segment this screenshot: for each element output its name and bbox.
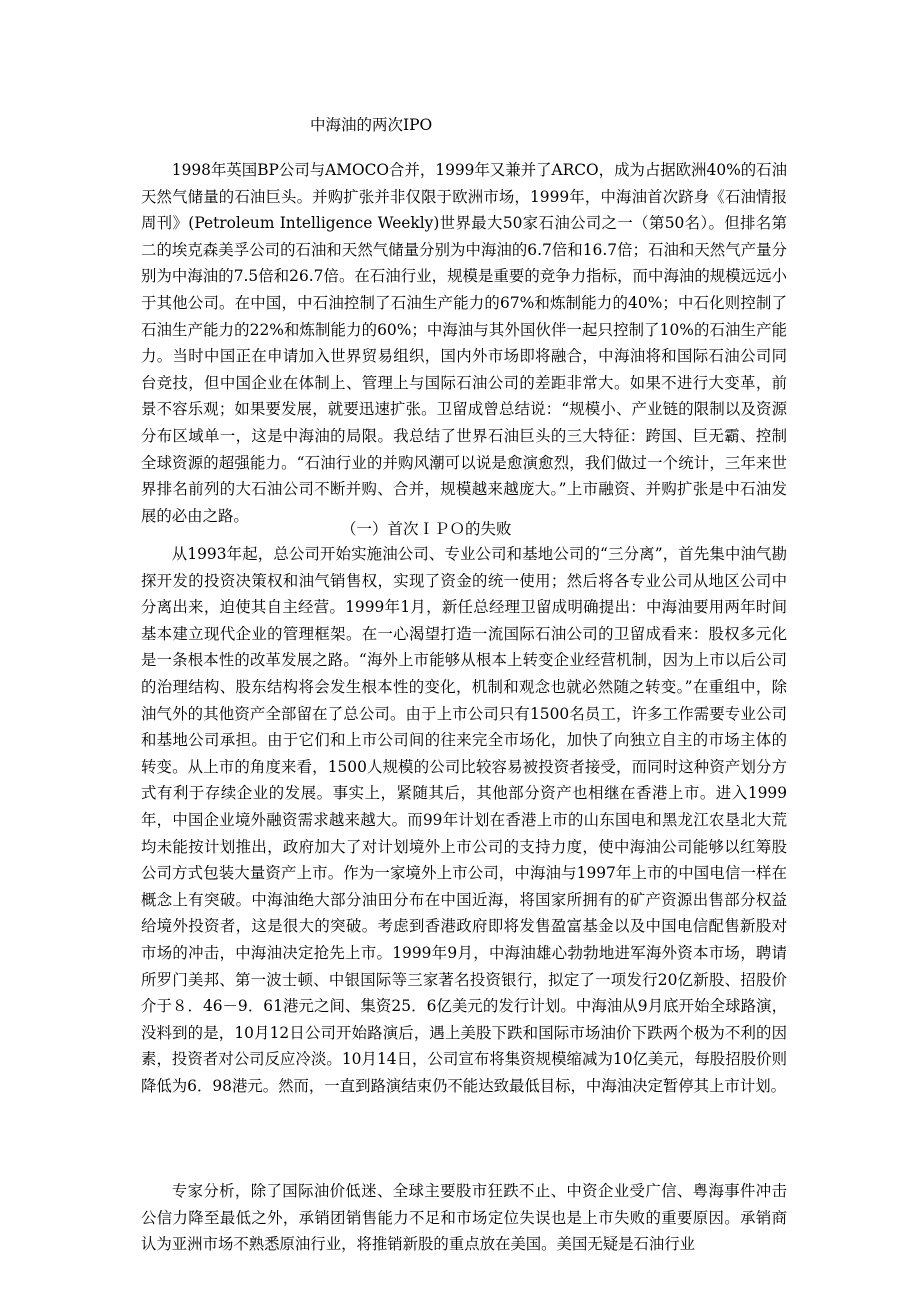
document-title: 中海油的两次IPO (310, 116, 433, 134)
section-heading: （一）首次ＩＰＯ的失败 (341, 520, 512, 538)
section-paragraph-2: 专家分析，除了国际油价低迷、全球主要股市狂跌不止、中资企业受广信、粤海事件冲击公信力降至最低之外，承销团销售能力不足和市场定位失误也是上市失败的重要原因。承销商认为亚洲市场不熟悉原油行业，将推销新股的重点放在美国。美国无疑是石油行业 (141, 1182, 787, 1254)
intro-paragraph: 1998年英国BP公司与AMOCO合并，1999年又兼并了ARCO，成为占据欧洲40%的石油天然气储量的石油巨头。并购扩张并非仅限于欧洲市场，1999年，中海油首次跻身《石油情报周刊》(Petroleum Intelligence Weekly)世界最大50家石油公司之一（第50名）。但排名第二的埃克森美孚公司的石油和天然气储量分别为中海油的6.7倍和16.7倍；石油和天然气产量分别为中海油的7.5倍和26.7倍。在石油行业，规模是重要的竞争力指标，而中海油的规模远远小于其他公司。在中国，中石油控制了石油生产能力的67%和炼制能力的40%；中石化则控制了石油生产能力的22%和炼制能力的60%；中海油与其外国伙伴一起只控制了10%的石油生产能力。当时中国正在申请加入世界贸易组织，国内外市场即将融合，中海油将和国际石油公司同台竞技，但中国企业在体制上、管理上与国际石油公司的差距非常大。如果不进行大变革，前景不容乐观；如果要发展，就要迅速扩张。卫留成曾总结说：“规模小、产业链的限制以及资源分布区域单一，这是中海油的局限。我总结了世界石油巨头的三大特征：跨国、巨无霸、控制全球资源的超强能力。“石油行业的并购风潮可以说是愈演愈烈，我们做过一个统计，三年来世界排名前列的大石油公司不断并购、合并，规模越来越庞大。”上市融资、并购扩张是中石油发展的必由之路。 (141, 161, 787, 525)
section-paragraph-1: 从1993年起，总公司开始实施油公司、专业公司和基地公司的“三分离”，首先集中油气勘探开发的投资决策权和油气销售权，实现了资金的统一使用；然后将各专业公司从地区公司中分离出来，迫使其自主经营。1999年1月，新任总经理卫留成明确提出：中海油要用两年时间基本建立现代企业的管理框架。在一心渴望打造一流国际石油公司的卫留成看来：股权多元化是一条根本性的改革发展之路。“海外上市能够从根本上转变企业经营机制，因为上市以后公司的治理结构、股东结构将会发生根本性的变化，机制和观念也就必然随之转变。”在重组中，除油气外的其他资产全部留在了总公司。由于上市公司只有1500名员工，许多工作需要专业公司和基地公司承担。由于它们和上市公司间的往来完全市场化，加快了向独立自主的市场主体的转变。从上市的角度来看，1500人规模的公司比较容易被投资者接受，而同时这种资产划分方式有利于存续企业的发展。事实上，紧随其后，其他部分资产也相继在香港上市。进入1999年，中国企业境外融资需求越来越大。而99年计划在香港上市的山东国电和黑龙江农垦北大荒均未能按计划推出，政府加大了对计划境外上市公司的支持力度，使中海油公司能够以红筹股公司方式包装大量资产上市。作为一家境外上市公司，中海油与1997年上市的中国电信一样在概念上有突破。中海油绝大部分油田分布在中国近海，将国家所拥有的矿产资源出售部分权益给境外投资者，这是很大的突破。考虑到香港政府即将发售盈富基金以及中国电信配售新股对市场的冲击，中海油决定抢先上市。1999年9月，中海油雄心勃勃地进军海外资本市场，聘请所罗门美邦、第一波士顿、中银国际等三家著名投资银行，拟定了一项发行20亿新股、招股价介于８．46－9．61港元之间、集资25．6亿美元的发行计划。中海油从9月底开始全球路演，没料到的是，10月12日公司开始路演后，遇上美股下跌和国际市场油价下跌两个极为不利的因素，投资者对公司反应冷淡。10月14日，公司宣布将集资规模缩减为10亿美元，每股招股价则降低为6．98港元。然而，一直到路演结束仍不能达致最低目标，中海油决定暂停其上市计划。 (141, 545, 787, 1095)
